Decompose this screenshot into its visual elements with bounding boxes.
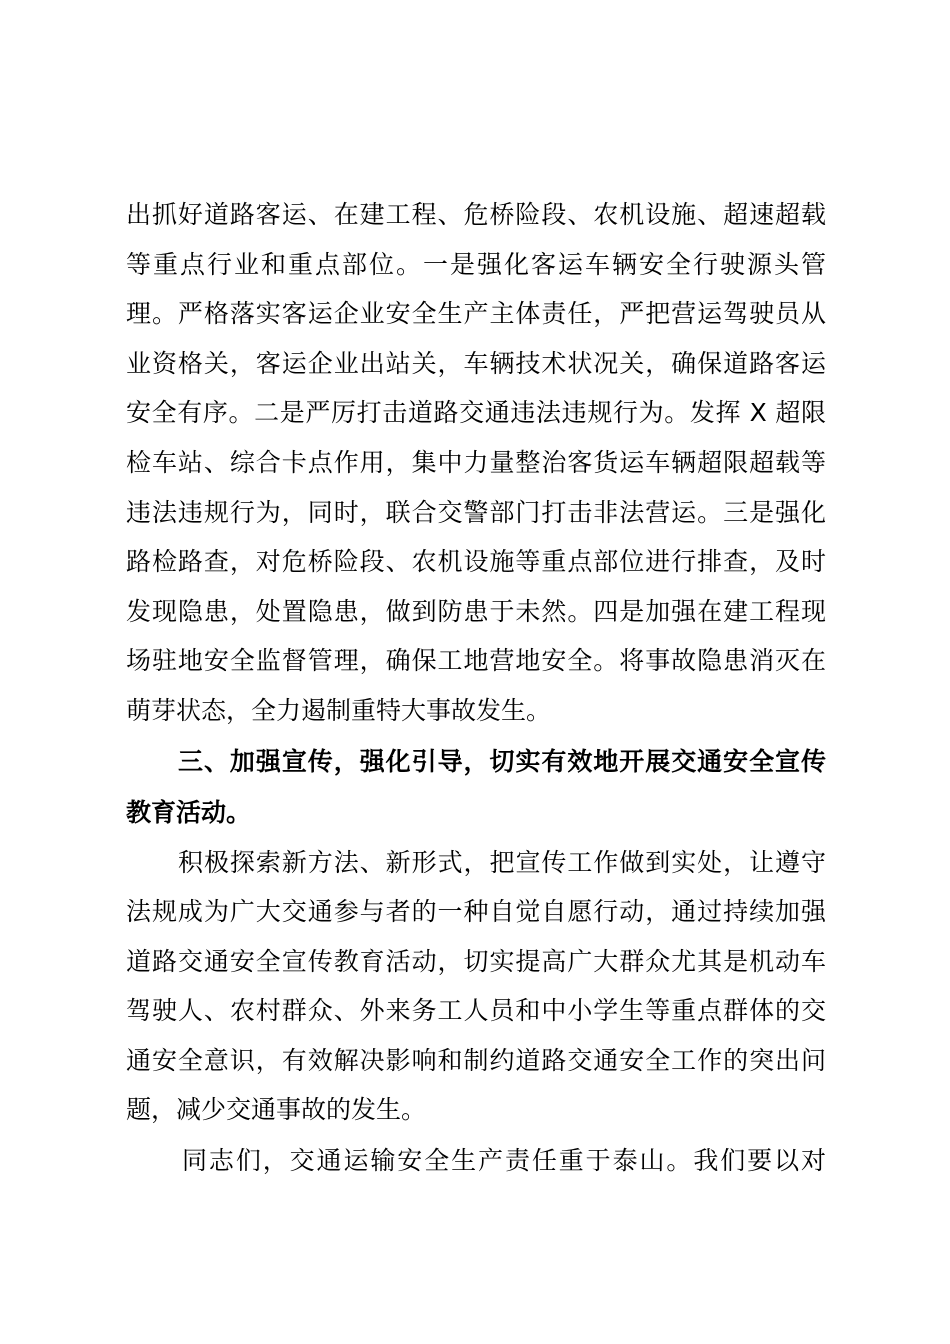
- text-line: 出抓好道路客运、在建工程、危桥险段、农机设施、超速超载: [126, 200, 826, 229]
- text-line: 驾驶人、农村群众、外来务工人员和中小学生等重点群体的交: [126, 996, 826, 1025]
- section-heading: 三、加强宣传，强化引导，切实有效地开展交通安全宣传: [178, 747, 826, 776]
- text-line: 道路交通安全宣传教育活动，切实提高广大群众尤其是机动车: [126, 947, 826, 976]
- text-line: 路检路查，对危桥险段、农机设施等重点部位进行排查，及时: [126, 547, 826, 576]
- text-line: 同志们，交通运输安全生产责任重于泰山。我们要以对: [182, 1146, 826, 1175]
- text-line: 业资格关，客运企业出站关，车辆技术状况关，确保道路客运: [126, 349, 826, 378]
- text-line: 安全有序。二是严厉打击道路交通违法违规行为。发挥 X 超限: [126, 398, 826, 427]
- text-line: 萌芽状态，全力遏制重特大事故发生。: [126, 696, 552, 725]
- text-line: 发现隐患，处置隐患，做到防患于未然。四是加强在建工程现: [126, 597, 826, 626]
- text-line: 检车站、综合卡点作用，集中力量整治客货运车辆超限超载等: [126, 448, 826, 477]
- text-line: 等重点行业和重点部位。一是强化客运车辆安全行驶源头管: [126, 250, 826, 279]
- section-heading-continued: 教育活动。: [126, 798, 252, 827]
- text-line: 法规成为广大交通参与者的一种自觉自愿行动，通过持续加强: [126, 897, 826, 926]
- text-line: 违法违规行为，同时，联合交警部门打击非法营运。三是强化: [126, 498, 826, 527]
- text-line: 场驻地安全监督管理，确保工地营地安全。将事故隐患消灭在: [126, 646, 826, 675]
- text-line: 题，减少交通事故的发生。: [126, 1095, 427, 1124]
- text-line: 理。严格落实客运企业安全生产主体责任，严把营运驾驶员从: [126, 299, 826, 328]
- text-line: 积极探索新方法、新形式，把宣传工作做到实处，让遵守: [178, 848, 826, 877]
- text-line: 通安全意识，有效解决影响和制约道路交通安全工作的突出问: [126, 1046, 826, 1075]
